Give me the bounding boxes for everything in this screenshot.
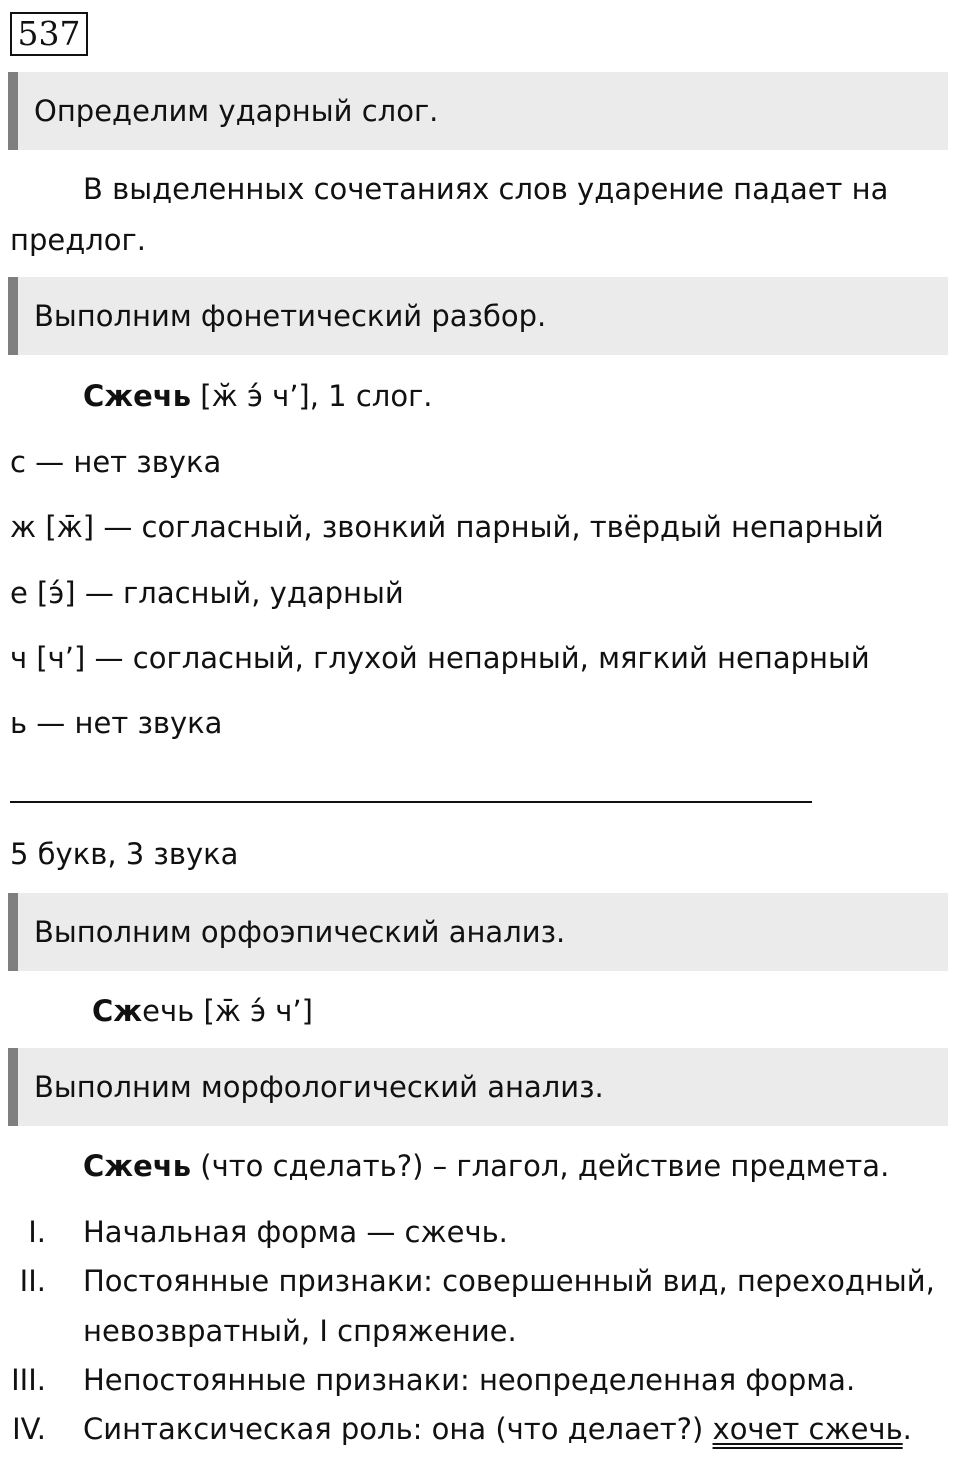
phonetic-row: ь — нет звука [10, 706, 223, 740]
divider-line [10, 801, 812, 803]
phonetic-heading: Выполним фонетический разбор. [34, 299, 547, 333]
phonetic-row: ч [ч’] — согласный, глухой непарный, мягкий непарный [10, 641, 870, 675]
orthoepic-word-rest: ечь [142, 994, 195, 1028]
morph-intro-line [83, 1148, 889, 1184]
orthoepic-transcription: [ж̄ э́ ч’] [194, 994, 313, 1028]
stress-heading: Определим ударный слог. [34, 94, 439, 128]
stress-text-line1: В выделенных сочетаниях слов ударение падает на [83, 172, 889, 206]
morph-heading-band [8, 1048, 948, 1126]
list-item-text: Непостоянные признаки: неопределенная форма. [83, 1363, 856, 1397]
list-numeral: IV. [12, 1412, 46, 1446]
phonetic-row: е [э́] — гласный, ударный [10, 576, 404, 610]
morph-intro-rest: (что сделать?) – глагол, действие предмета. [191, 1149, 890, 1183]
orthoepic-word-line [92, 993, 313, 1029]
list-item-text [83, 1411, 912, 1447]
morph-word: Сжечь [83, 1149, 192, 1183]
phonetic-transcription: [ӂ э́ ч’], 1 слог. [191, 379, 433, 413]
list-item-text: Начальная форма — сжечь. [83, 1215, 508, 1249]
list-numeral: I. [28, 1215, 46, 1249]
list-numeral: III. [11, 1363, 46, 1397]
phonetic-row: с — нет звука [10, 445, 222, 479]
list-item-text-cont: невозвратный, I спряжение. [83, 1314, 517, 1348]
phonetic-word-line [83, 378, 433, 414]
exercise-number: 537 [10, 12, 88, 56]
list-item-text: Постоянные признаки: совершенный вид, переходный, [83, 1264, 935, 1298]
list-numeral: II. [19, 1264, 46, 1298]
stress-heading-band [8, 72, 948, 150]
orthoepic-word-bold: Сж [92, 994, 143, 1028]
orthoepic-heading: Выполним орфоэпический анализ. [34, 915, 566, 949]
phonetic-summary: 5 букв, 3 звука [10, 837, 239, 871]
phonetic-row: ж [ж̄] — согласный, звонкий парный, твёрдый непарный [10, 510, 884, 544]
sentence-end: . [902, 1412, 912, 1446]
stress-text-line2: предлог. [10, 223, 146, 257]
syntactic-role-text: Синтаксическая роль: она (что делает?) [83, 1412, 713, 1446]
predicate-underlined: хочет сжечь [712, 1412, 903, 1446]
orthoepic-heading-band [8, 893, 948, 971]
phonetic-word: Сжечь [83, 379, 192, 413]
phonetic-heading-band [8, 277, 948, 355]
morph-heading: Выполним морфологический анализ. [34, 1070, 604, 1104]
